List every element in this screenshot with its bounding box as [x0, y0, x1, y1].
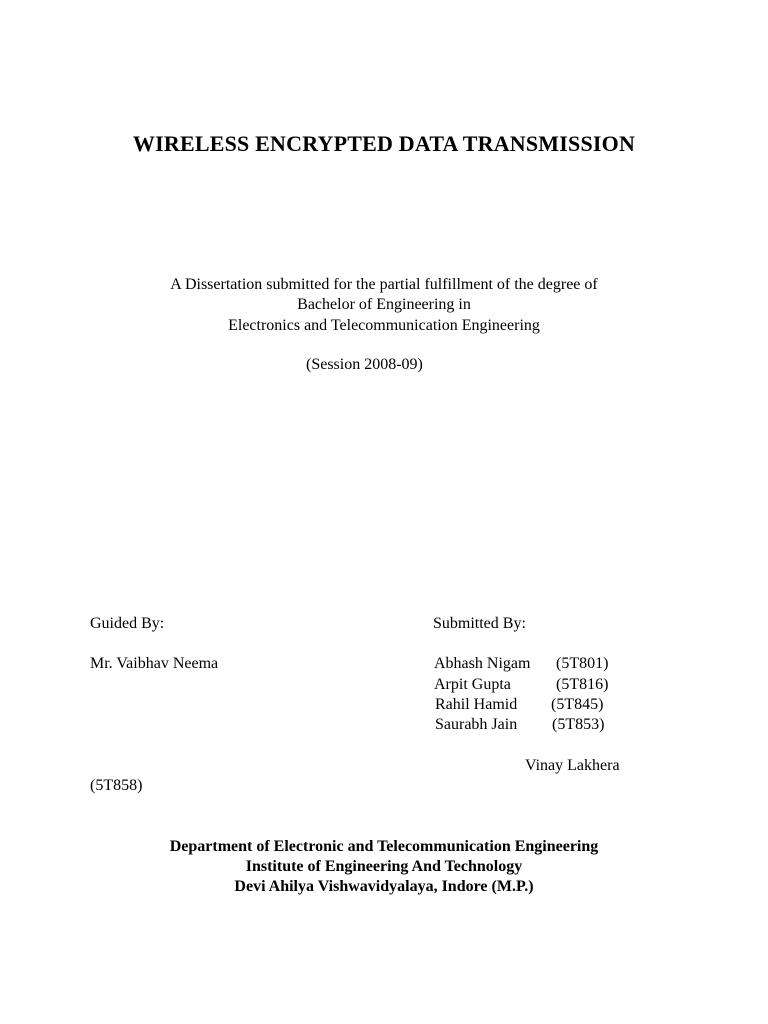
institution-line-1: Department of Electronic and Telecommunication Engineering: [169, 838, 599, 855]
student-id: (5T816): [556, 676, 609, 693]
session-text: (Session 2008-09): [306, 356, 423, 373]
student-name: Abhash Nigam: [434, 655, 531, 672]
student-name: Rahil Hamid: [435, 696, 518, 713]
student-id: (5T853): [552, 716, 605, 733]
student-id: (5T858): [90, 777, 143, 794]
guide-name: Mr. Vaibhav Neema: [90, 655, 219, 672]
dissertation-line-3: Electronics and Telecommunication Engineering: [228, 317, 540, 334]
dissertation-line-1: A Dissertation submitted for the partial fulfillment of the degree of: [170, 276, 598, 293]
document-title: WIRELESS ENCRYPTED DATA TRANSMISSION: [132, 131, 636, 156]
student-name: Vinay Lakhera: [525, 757, 620, 774]
institution-line-2: Institute of Engineering And Technology: [245, 858, 523, 875]
student-name: Arpit Gupta: [434, 676, 511, 693]
submitted-by-heading: Submitted By:: [433, 615, 526, 632]
guided-by-heading: Guided By:: [90, 615, 165, 632]
student-id: (5T845): [551, 696, 604, 713]
institution-line-3: Devi Ahilya Vishwavidyalaya, Indore (M.P.): [234, 878, 534, 895]
student-id: (5T801): [556, 655, 609, 672]
dissertation-line-2: Bachelor of Engineering in: [297, 296, 471, 313]
student-name: Saurabh Jain: [435, 716, 518, 733]
